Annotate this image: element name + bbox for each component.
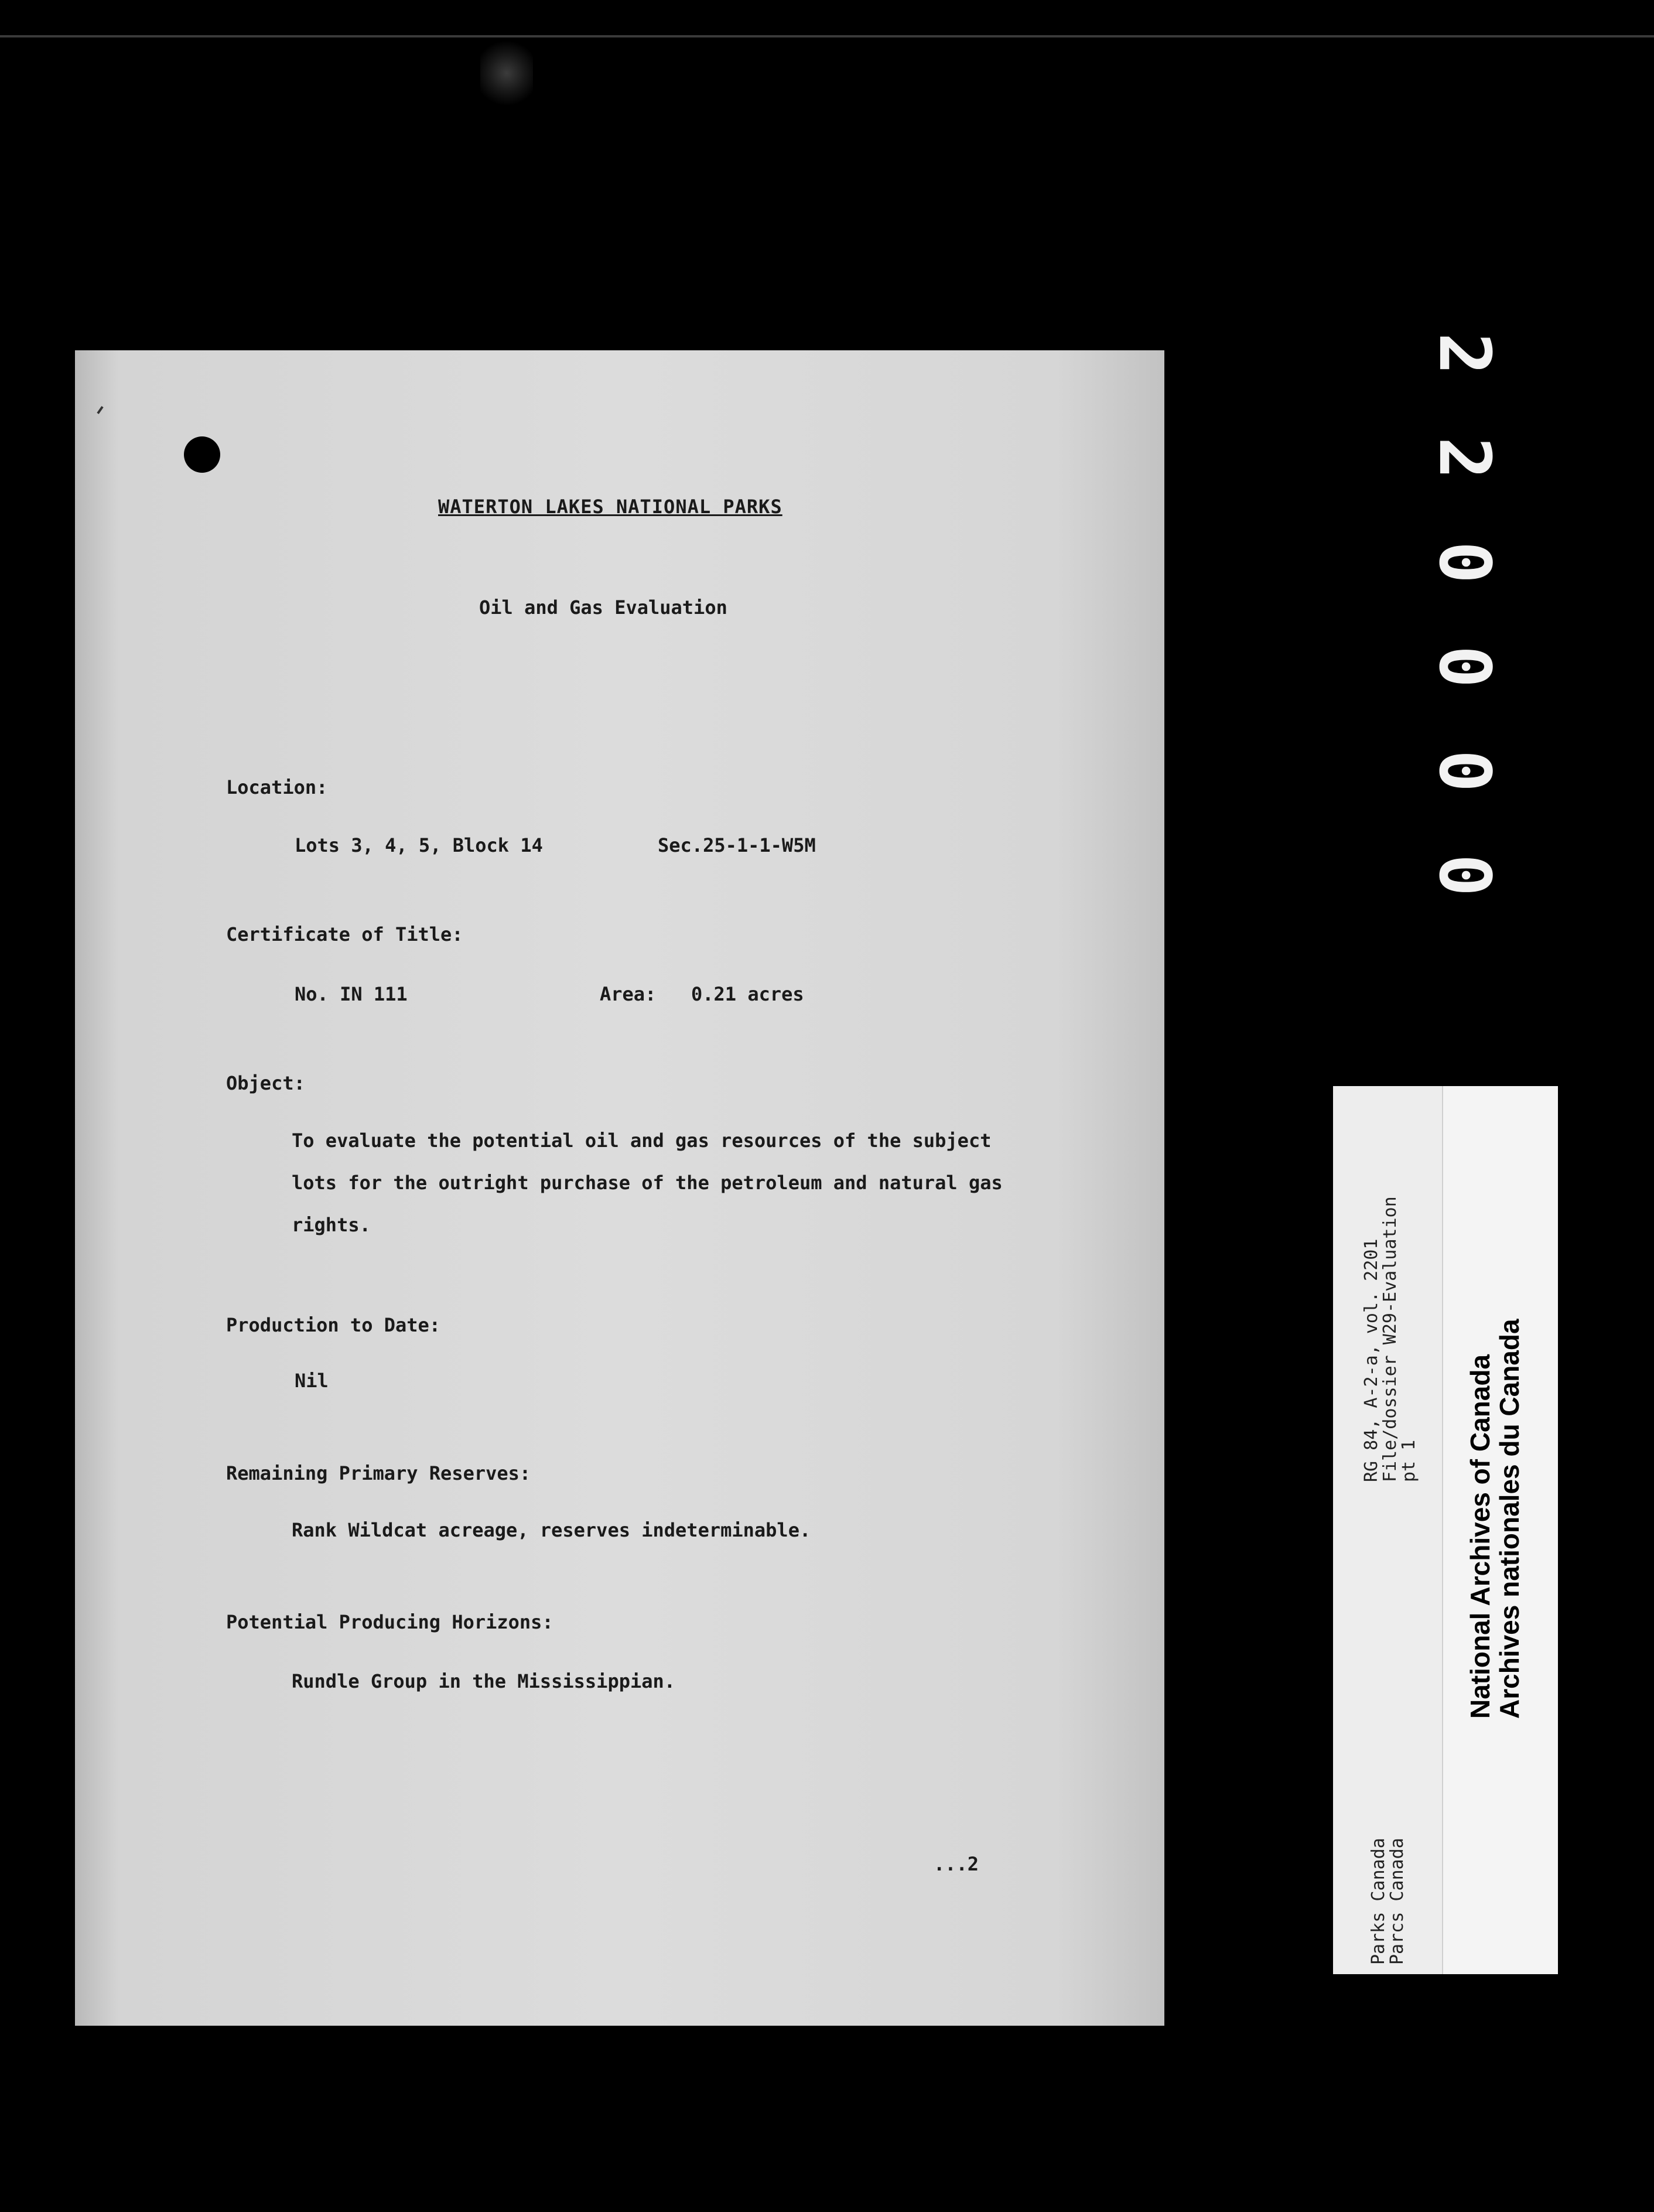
certificate-number: No. IN 111 — [295, 983, 408, 1005]
certificate-heading: Certificate of Title: — [226, 923, 463, 945]
pencil-tick-mark — [97, 406, 103, 414]
archive-reference-label — [1333, 1086, 1558, 1974]
film-edge-scratch — [0, 35, 1654, 37]
horizons-value: Rundle Group in the Mississippian. — [292, 1670, 676, 1692]
reference-text — [1362, 1196, 1419, 1482]
object-line: To evaluate the potential oil and gas resources of the subject — [292, 1129, 992, 1152]
certificate-area-value: 0.21 acres — [691, 983, 804, 1005]
agency-text — [1369, 1838, 1407, 1965]
object-heading: Object: — [226, 1072, 305, 1094]
punch-hole — [184, 436, 220, 473]
production-heading: Production to Date: — [226, 1314, 441, 1336]
frame-digit: 0 — [1423, 749, 1505, 793]
location-heading: Location: — [226, 776, 328, 798]
agency-line: Parks Canada — [1368, 1838, 1389, 1965]
production-value: Nil — [295, 1370, 329, 1392]
archive-name-line: Archives nationales du Canada — [1494, 1319, 1525, 1719]
reference-line: File/dossier W29-Evaluation — [1380, 1196, 1400, 1482]
location-lots: Lots 3, 4, 5, Block 14 — [295, 834, 543, 856]
reference-line: RG 84, A-2-a, vol. 2201 — [1361, 1238, 1382, 1482]
certificate-area-label: Area: — [600, 983, 657, 1005]
document-page — [75, 350, 1164, 2026]
location-section: Sec.25-1-1-W5M — [658, 834, 816, 856]
archive-name-text — [1465, 1319, 1524, 1719]
frame-digit: 2 — [1423, 436, 1505, 480]
film-dust-speck — [480, 35, 533, 111]
reference-line: pt 1 — [1399, 1439, 1419, 1482]
object-line: rights. — [292, 1214, 371, 1236]
reserves-heading: Remaining Primary Reserves: — [226, 1462, 531, 1484]
object-line: lots for the outright purchase of the petroleum and natural gas — [292, 1172, 1003, 1194]
horizons-heading: Potential Producing Horizons: — [226, 1611, 553, 1633]
frame-digit: 0 — [1423, 645, 1505, 688]
page-continuation-marker: ...2 — [934, 1853, 979, 1875]
page-subtitle: Oil and Gas Evaluation — [479, 596, 727, 619]
reserves-value: Rank Wildcat acreage, reserves indeterminable. — [292, 1519, 811, 1541]
archive-name-line: National Archives of Canada — [1465, 1354, 1495, 1719]
frame-digit: 0 — [1423, 854, 1505, 897]
microfilm-frame-number — [1417, 302, 1505, 897]
frame-digit: 0 — [1423, 541, 1505, 584]
page-title: WATERTON LAKES NATIONAL PARKS — [438, 496, 782, 518]
frame-digit: 2 — [1423, 332, 1505, 376]
object-paragraph — [292, 1119, 1100, 1246]
agency-line: Parcs Canada — [1387, 1838, 1407, 1965]
